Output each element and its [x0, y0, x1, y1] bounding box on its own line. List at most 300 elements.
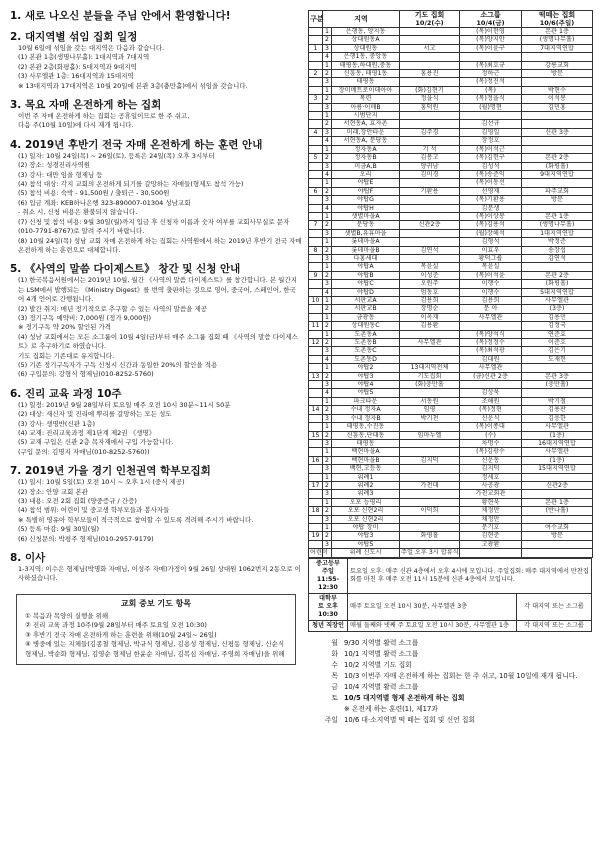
section-line: (3) 내용: 오전 2회 집회 (양중증규 / 간증) [18, 497, 137, 506]
table-cell: 차명수 [460, 439, 522, 447]
table-cell [460, 53, 522, 61]
table-cell: 위례2 [332, 481, 400, 489]
table-cell: 3 [323, 540, 332, 548]
table-cell: 도촌동C [332, 347, 400, 355]
table-cell [309, 515, 323, 523]
table-row [309, 330, 593, 338]
table-cell [309, 53, 323, 61]
table-cell: 1 [323, 212, 332, 220]
schedule-text: 10/6 대·소지역별 떡 떼는 집회 및 신언 집회 [344, 715, 476, 724]
table-cell: 1 [323, 473, 332, 481]
schedule-day: 화 [331, 649, 338, 658]
table-cell: (목)최석광 [460, 347, 522, 355]
table-cell: 신흥동,단대동 [332, 431, 400, 439]
table-cell [309, 397, 323, 405]
table-cell: 임평 [400, 406, 460, 414]
table-cell: 방문 [522, 70, 593, 78]
table-row [309, 103, 593, 111]
table-cell [309, 196, 323, 204]
schedule-column [308, 10, 592, 840]
table-row [309, 246, 593, 254]
table-cell: 1 [323, 28, 332, 36]
table-cell [309, 498, 323, 506]
table-cell: 김선규 [460, 120, 522, 128]
table-cell: 김대원 [460, 355, 522, 363]
table-cell: 황덕그룹 [460, 254, 522, 262]
table-cell [522, 145, 593, 153]
table-cell: 야탑D [332, 288, 400, 296]
table-row [309, 313, 593, 321]
table-cell: 7대지역연합 [522, 44, 593, 52]
table-cell [400, 78, 460, 86]
table-cell: 신관2층 [400, 221, 460, 229]
table-cell: 1 [323, 330, 332, 338]
table-cell: 양귀남 [400, 162, 460, 170]
table-cell [522, 490, 593, 498]
schedule-text: 10/3 이번주 자매 온전하게 하는 집회는 한 주 쉬고, 10월 10일에 재개 됩니다. [344, 671, 578, 680]
section-title: 7. 2019년 가을 경기 인천권역 학부모집회 [10, 465, 211, 478]
section-line: (2) 대상: 새신자 및 진리에 뿌리를 갈망하는 모든 성도 [18, 410, 172, 419]
table-cell: 박정준 [522, 238, 593, 246]
table-cell: 2 [323, 70, 332, 78]
table-cell: 신운식 [460, 414, 522, 422]
table-cell: 기도집회 [400, 372, 460, 380]
section-line: (4) 성남 교회에서는 모든 소그룹이 10월 4일(금)부터 매주 소그룹 집회 때 《사역의 말씀 다이제스트》로 추구하기로 하였습니다. [18, 332, 298, 351]
table-row [309, 179, 593, 187]
table-cell [309, 212, 323, 220]
table-cell [309, 263, 323, 271]
table-cell: 오포 신현2리 [332, 515, 400, 523]
table-cell [400, 490, 460, 498]
notes-right: 각 대지역 또는 소그룹 [517, 620, 592, 631]
table-cell [522, 549, 593, 557]
table-cell: 신흥동, 태평1동 [332, 70, 400, 78]
table-cell: 19 [309, 532, 323, 540]
table-cell: 김영일 [460, 128, 522, 136]
table-cell [400, 523, 460, 531]
notes-label [309, 620, 348, 631]
table-row [309, 490, 593, 498]
section-line: 10월 6일에 섞임을 갖는 대지역은 다음과 같습니다. [18, 44, 165, 52]
table-row [309, 439, 593, 447]
table-cell: 위례1 [332, 473, 400, 481]
table-cell: 사무엘관 [400, 339, 460, 347]
table-cell: 3 [323, 414, 332, 422]
section-line: (5) 교재 구입은 신관 2층 목자재에서 구입 가능합니다. [18, 438, 174, 447]
table-cell: 고광환 [460, 540, 522, 548]
table-cell [309, 120, 323, 128]
header-region: 지역 [323, 11, 400, 28]
table-cell: 1 [323, 61, 332, 69]
table-cell: (화평홀) [522, 162, 593, 170]
notes-text: 매주 토요일 오전 10시 30분, 사무엘관 3층 [348, 593, 517, 620]
section-line: ※ 정기구독 약 20% 할인된 가격 [18, 323, 112, 332]
section-line: (1) 일자: 10월 24일(목) ~ 26일(토), 등록은 24일(목) 오후 3시부터 [18, 151, 215, 160]
header-prayer: 기도 집회 10/2(수) [400, 11, 460, 28]
table-cell: 4 [309, 128, 323, 136]
table-cell: 본관 1층 [522, 498, 593, 506]
table-cell: 14 [309, 406, 323, 414]
table-cell: 가천대 [400, 481, 460, 489]
table-cell: 사무엘관 [522, 297, 593, 305]
table-cell: 11 [309, 322, 323, 330]
table-cell: (생명나무홀) [522, 221, 593, 229]
table-cell [309, 254, 323, 262]
table-cell [522, 179, 593, 187]
table-cell: 2 [323, 532, 332, 540]
table-cell [309, 36, 323, 44]
table-cell: 미래,장안타운 [332, 128, 400, 136]
table-cell: 본관 2층 [522, 154, 593, 162]
table-cell [309, 238, 323, 246]
table-cell: 2 [323, 481, 332, 489]
table-cell: 장정호 [460, 137, 522, 145]
table-cell: 문 아 [460, 305, 522, 313]
table-cell: 박기철 [522, 397, 593, 405]
table-row [309, 347, 593, 355]
table-cell [522, 112, 593, 120]
table-cell: 수내 정자B [332, 414, 400, 422]
table-cell: 태평동 [332, 78, 400, 86]
table-cell [400, 28, 460, 36]
table-cell: 김민홍 [522, 103, 593, 111]
table-cell: (목)양석식 [460, 330, 522, 338]
section-line: (1) 일시: 10월 5일(토) 오전 10시 ~ 오후 1시 (중식 제공) [18, 478, 185, 487]
table-cell: 서현동A, 효자촌 [332, 120, 400, 128]
schedule-day: 금 [331, 682, 338, 691]
section-line: (6) 구입문의: 강형식 형제님(010-8252-5760) [18, 370, 154, 379]
table-cell: (목)김광수 [460, 448, 522, 456]
table-cell: 3 [323, 103, 332, 111]
table-cell: 1 [323, 397, 332, 405]
table-cell: 4 [323, 288, 332, 296]
table-cell [522, 53, 593, 61]
weekly-schedule [308, 638, 592, 726]
table-cell [309, 465, 323, 473]
prayer-item: ④ 병중에 있는 지체들(김종철 형제님, 박규식 형제님, 김용성 형제님, 신평동 형제님, 신순식 형제님, 박순화 형제님, 김영순 형제님 한윤순 자매님, 김복심 자매님, 주영희 자매님)을 위해 [25, 640, 285, 658]
table-cell: 가천교회관 [460, 490, 522, 498]
prayer-item: ③ 후반기 전국 자매 온전하게 하는 훈련을 위해(10월 24일~ 26일) [25, 630, 217, 639]
section-line: (4) 참석 범위: 어린이 및 중고생 학부모들과 봉사자들 [18, 506, 170, 515]
table-cell: 도재헌 [522, 355, 593, 363]
table-cell: 15 [309, 431, 323, 439]
table-cell: 태평동 [332, 439, 400, 447]
table-cell: 김문생 [460, 204, 522, 212]
table-cell: 2 [323, 36, 332, 44]
table-cell: 아름·이매B [332, 103, 400, 111]
table-cell: (목)최호규 [460, 61, 522, 69]
table-cell: 1대지역연합 [522, 229, 593, 237]
table-cell [400, 238, 460, 246]
table-row [309, 112, 593, 120]
schedule-day: 수 [331, 660, 338, 669]
table-cell: 강릉교회 [522, 61, 593, 69]
table-cell [400, 355, 460, 363]
schedule-row [308, 660, 592, 671]
table-cell: (목)김헌구 [460, 154, 522, 162]
table-cell: 2 [323, 305, 332, 313]
schedule-text: 10/5 대지역별 형제 온전하게 하는 집회 [344, 693, 465, 702]
table-cell [309, 313, 323, 321]
table-row [309, 70, 593, 78]
table-cell [309, 490, 323, 498]
table-cell: 3 [323, 162, 332, 170]
table-cell: 1 [323, 313, 332, 321]
table-cell: 방문 [522, 532, 593, 540]
table-cell: (3층) [522, 305, 593, 313]
table-cell: 정자동A [332, 145, 400, 153]
table-cell: 김정국 [522, 322, 593, 330]
table-cell: 도촌동A [332, 330, 400, 338]
prayer-item: ② 진리 교육 과정 10주(9월 28일부터 매주 토요일 오전 10:30) [25, 621, 207, 630]
table-cell: 야탑C [332, 280, 400, 288]
table-cell [309, 28, 323, 36]
table-cell: 태평동,수진동 [332, 423, 400, 431]
table-cell: 서동원 [400, 397, 460, 405]
table-cell: 2 [323, 507, 332, 515]
table-row [309, 456, 593, 464]
table-cell [400, 36, 460, 44]
schedule-text: ※ 온전케 하는 훈련(1), 제17과 [344, 704, 438, 713]
table-cell: (목)이상봉 [460, 212, 522, 220]
section-title: 5. 《사역의 말씀 다이제스트》 창간 및 신청 안내 [10, 263, 241, 276]
table-cell [522, 389, 593, 397]
schedule-row [308, 671, 592, 682]
table-cell [309, 448, 323, 456]
table-cell [400, 179, 460, 187]
table-row [309, 364, 593, 372]
table-cell [400, 112, 460, 120]
table-cell: 박현수 [522, 86, 593, 94]
table-cell: 미금A,B [332, 162, 400, 170]
table-cell: 17 [309, 481, 323, 489]
table-row [309, 170, 593, 178]
table-cell: (월)명현 [460, 103, 522, 111]
table-cell [309, 61, 323, 69]
table-cell: 5대지역연합 [522, 288, 593, 296]
table-cell [309, 305, 323, 313]
table-cell: 김용민 [522, 313, 593, 321]
notes-label-text: 청년 직장인 [311, 621, 345, 629]
table-cell [522, 204, 593, 212]
table-cell: 신운동 [460, 456, 522, 464]
section-line: (1) 본관 1층(생명나무홀): 1대지역과 7대지역 [18, 53, 150, 62]
table-cell: 다홍세대 [332, 254, 400, 262]
section-title: 8. 이사 [10, 552, 46, 565]
table-row [309, 339, 593, 347]
table-cell: 2 [323, 187, 332, 195]
table-cell: 사공광 [460, 481, 522, 489]
schedule-text: 10/4 지역별 활력 소그룹 [344, 682, 419, 691]
section-line: 1-3지역: 이수은 형제님(박명화 자매님, 이성주 자매)가정이 9월 26일 상대원 1062번지 2동으로 이사하셨습니다. [18, 565, 301, 583]
table-cell: 사무엘관 [522, 423, 593, 431]
announcement-section [10, 99, 302, 131]
table-cell: 위례 신도시 [332, 549, 400, 557]
section-line: (1) 한국복음서원에서는 2019년 10월, 월간 《사역의 말씀 다이제스트》를 창간합니다. 본 월간지는 LSM에서 발행되는 《Ministry Digest》를 번역 출판하는 것으로 영어, 중국어, 스페인어, 한국어 4개 언어로 간행됩니다. [18, 276, 298, 304]
table-cell [309, 103, 323, 111]
table-cell: (목)송준익 [460, 170, 522, 178]
table-cell: 1 [323, 112, 332, 120]
section-title: 3. 목요 자매 온전하게 하는 집회 [10, 99, 162, 112]
table-row [309, 431, 593, 439]
table-cell [522, 120, 593, 128]
schedule-row [308, 682, 592, 693]
table-cell: 15대지역연합 [522, 465, 593, 473]
table-row [309, 406, 593, 414]
table-cell: 사무엘관 [522, 448, 593, 456]
table-cell: 롯데마을A [332, 238, 400, 246]
section-line: (1) 일정: 2019년 9월 28일부터 토요일 매주 오전 10시 30분~11시 50분 [18, 400, 231, 409]
table-cell: 13 [309, 372, 323, 380]
table-cell: 은행1동, 중앙동 [332, 53, 400, 61]
table-cell [309, 112, 323, 120]
table-cell: 정하근 [460, 70, 522, 78]
table-cell [400, 254, 460, 262]
table-cell: 상대원동 [332, 44, 400, 52]
table-cell [400, 448, 460, 456]
table-cell: 야탑5 [332, 389, 400, 397]
notes-label-sub: 주일 11:55-12:30 [316, 567, 340, 591]
table-cell: 1 [323, 297, 332, 305]
table-cell: 4 [323, 204, 332, 212]
table-cell [309, 381, 323, 389]
table-row [309, 154, 593, 162]
section-line: (4) 교재: 진리교육과정 제1단계 제2권 《생명》 [18, 429, 156, 437]
table-cell: 3 [323, 490, 332, 498]
table-row [309, 229, 593, 237]
section-line: 이번 주 자매 온전하게 하는 집회는 공휴일이므로 한 주 쉬고, [18, 112, 190, 121]
table-cell: 백현,고등동 [332, 465, 400, 473]
table-row [309, 423, 593, 431]
table-cell: 2 [323, 246, 332, 254]
table-cell: 황현욱 [460, 498, 522, 506]
table-cell: (목)이동선 [460, 179, 522, 187]
table-cell: 은행동, 양지동 [332, 28, 400, 36]
table-cell: 정자동B [332, 154, 400, 162]
notes-table [308, 558, 592, 632]
table-cell: 금광동 [332, 313, 400, 321]
table-cell: 서고 [400, 44, 460, 52]
table-cell [309, 423, 323, 431]
table-cell: 3 [323, 347, 332, 355]
table-cell: 서현동A, 분당동 [332, 137, 400, 145]
table-cell [309, 439, 323, 447]
table-cell [522, 78, 593, 86]
table-cell: 시범단지 [332, 112, 400, 120]
table-cell: 주일 오후 3시 합류식 [401, 549, 459, 557]
table-cell: (목)이윤구 [460, 44, 522, 52]
table-cell [309, 162, 323, 170]
section-line: (6) 신청문의: 박평주 형제님(010-2957-9179) [18, 534, 154, 543]
schedule-row [308, 638, 592, 649]
table-cell: 분당동 [332, 221, 400, 229]
table-cell [309, 137, 323, 145]
table-cell: 2 [323, 95, 332, 103]
table-row [309, 288, 593, 296]
table-cell [309, 229, 323, 237]
table-cell: 김용환 [400, 322, 460, 330]
table-cell: 김상욱 [460, 389, 522, 397]
table-cell: (목)이헌영 [460, 28, 522, 36]
table-row [309, 498, 593, 506]
section-line: 기도 집회는 기존대로 유지합니다. [18, 351, 115, 360]
table-cell [400, 212, 460, 220]
table-cell [400, 137, 460, 145]
table-cell: 김용희 [460, 297, 522, 305]
table-cell: 3 [323, 381, 332, 389]
table-cell [309, 288, 323, 296]
table-cell [400, 473, 460, 481]
table-cell: 3 [309, 95, 323, 103]
table-cell: 김미경 [400, 170, 460, 178]
table-cell: 상대원동C [332, 322, 400, 330]
table-cell: 장미메트로이데아아 [332, 86, 400, 94]
table-cell: 오포 능평리 [332, 498, 400, 506]
section-line: (5) 등록 마감: 9월 30일(월) [18, 525, 100, 534]
table-cell: 이행수 [460, 280, 522, 288]
table-row [309, 481, 593, 489]
table-cell: 이옥재 [400, 313, 460, 321]
announcement-section [10, 263, 302, 379]
notes-row [309, 620, 592, 631]
section-line: (4) 참석 대상: 각지 교회의 온전하게 되기를 갈망하는 자매들(형제도 참석 가능) [18, 180, 244, 189]
table-cell [460, 381, 522, 389]
table-cell: 4 [323, 53, 332, 61]
table-cell [400, 196, 460, 204]
table-cell [460, 549, 522, 557]
table-cell: 1 [323, 263, 332, 271]
table-cell [400, 439, 460, 447]
table-cell [309, 389, 323, 397]
notes-row [309, 558, 592, 593]
table-row [309, 61, 593, 69]
table-cell [309, 78, 323, 86]
table-cell: 야탑G [332, 196, 400, 204]
table-cell: 4 [323, 170, 332, 178]
section-line: ※ 13대지역과 17대지역은 10월 20일에 본관 3층(충만홀)에서 섞임을 갖습니다. [18, 81, 248, 90]
table-row [309, 532, 593, 540]
table-cell: 6 [309, 187, 323, 195]
table-row [309, 128, 593, 136]
table-cell: 연준효 [522, 330, 593, 338]
table-cell: 김연석 [522, 254, 593, 262]
table-cell: 야탑 장미 [332, 523, 400, 531]
table-cell: 도촌동D [332, 355, 400, 363]
table-cell [309, 330, 323, 338]
table-cell: 3 [323, 78, 332, 86]
schedule-day: 목 [331, 671, 338, 680]
table-cell [309, 414, 323, 422]
table-cell: 김응한 [522, 414, 593, 422]
table-row [309, 397, 593, 405]
table-cell: 1 [323, 498, 332, 506]
table-row [309, 221, 593, 229]
table-cell: 본관 1층 [522, 28, 593, 36]
table-cell: 7 [309, 221, 323, 229]
table-cell: 8 [309, 246, 323, 254]
table-cell: 2 [323, 120, 332, 128]
prayer-item: ① 복음과 목양의 실행을 위해 [25, 611, 109, 620]
table-cell [400, 204, 460, 212]
table-cell: 기 석 [400, 145, 460, 153]
section-line: (6) 입금 계좌: KEB하나은행 323-890007-01304 성남교회 [18, 198, 191, 207]
table-cell: 1 [323, 364, 332, 372]
section-line: (7) 신청 및 참석 비용: 9월 30일(월)까지 입금 후 신청자 이름과 숫자 여부를 교회사무실로 문자(010-7791-8767)로 알려 주시기 바랍니다. [18, 217, 290, 236]
section-line: (5) 기존 정기구독자가 구독 신청시 신간과 동일한 20%의 할인을 적용 [18, 360, 218, 369]
notes-text: 매월 둘째와 넷째 주 토요일 오전 10시 30분, 사무엘관 1층 [348, 620, 517, 631]
table-cell: 2 [323, 372, 332, 380]
table-cell: 목윤실 [400, 263, 460, 271]
